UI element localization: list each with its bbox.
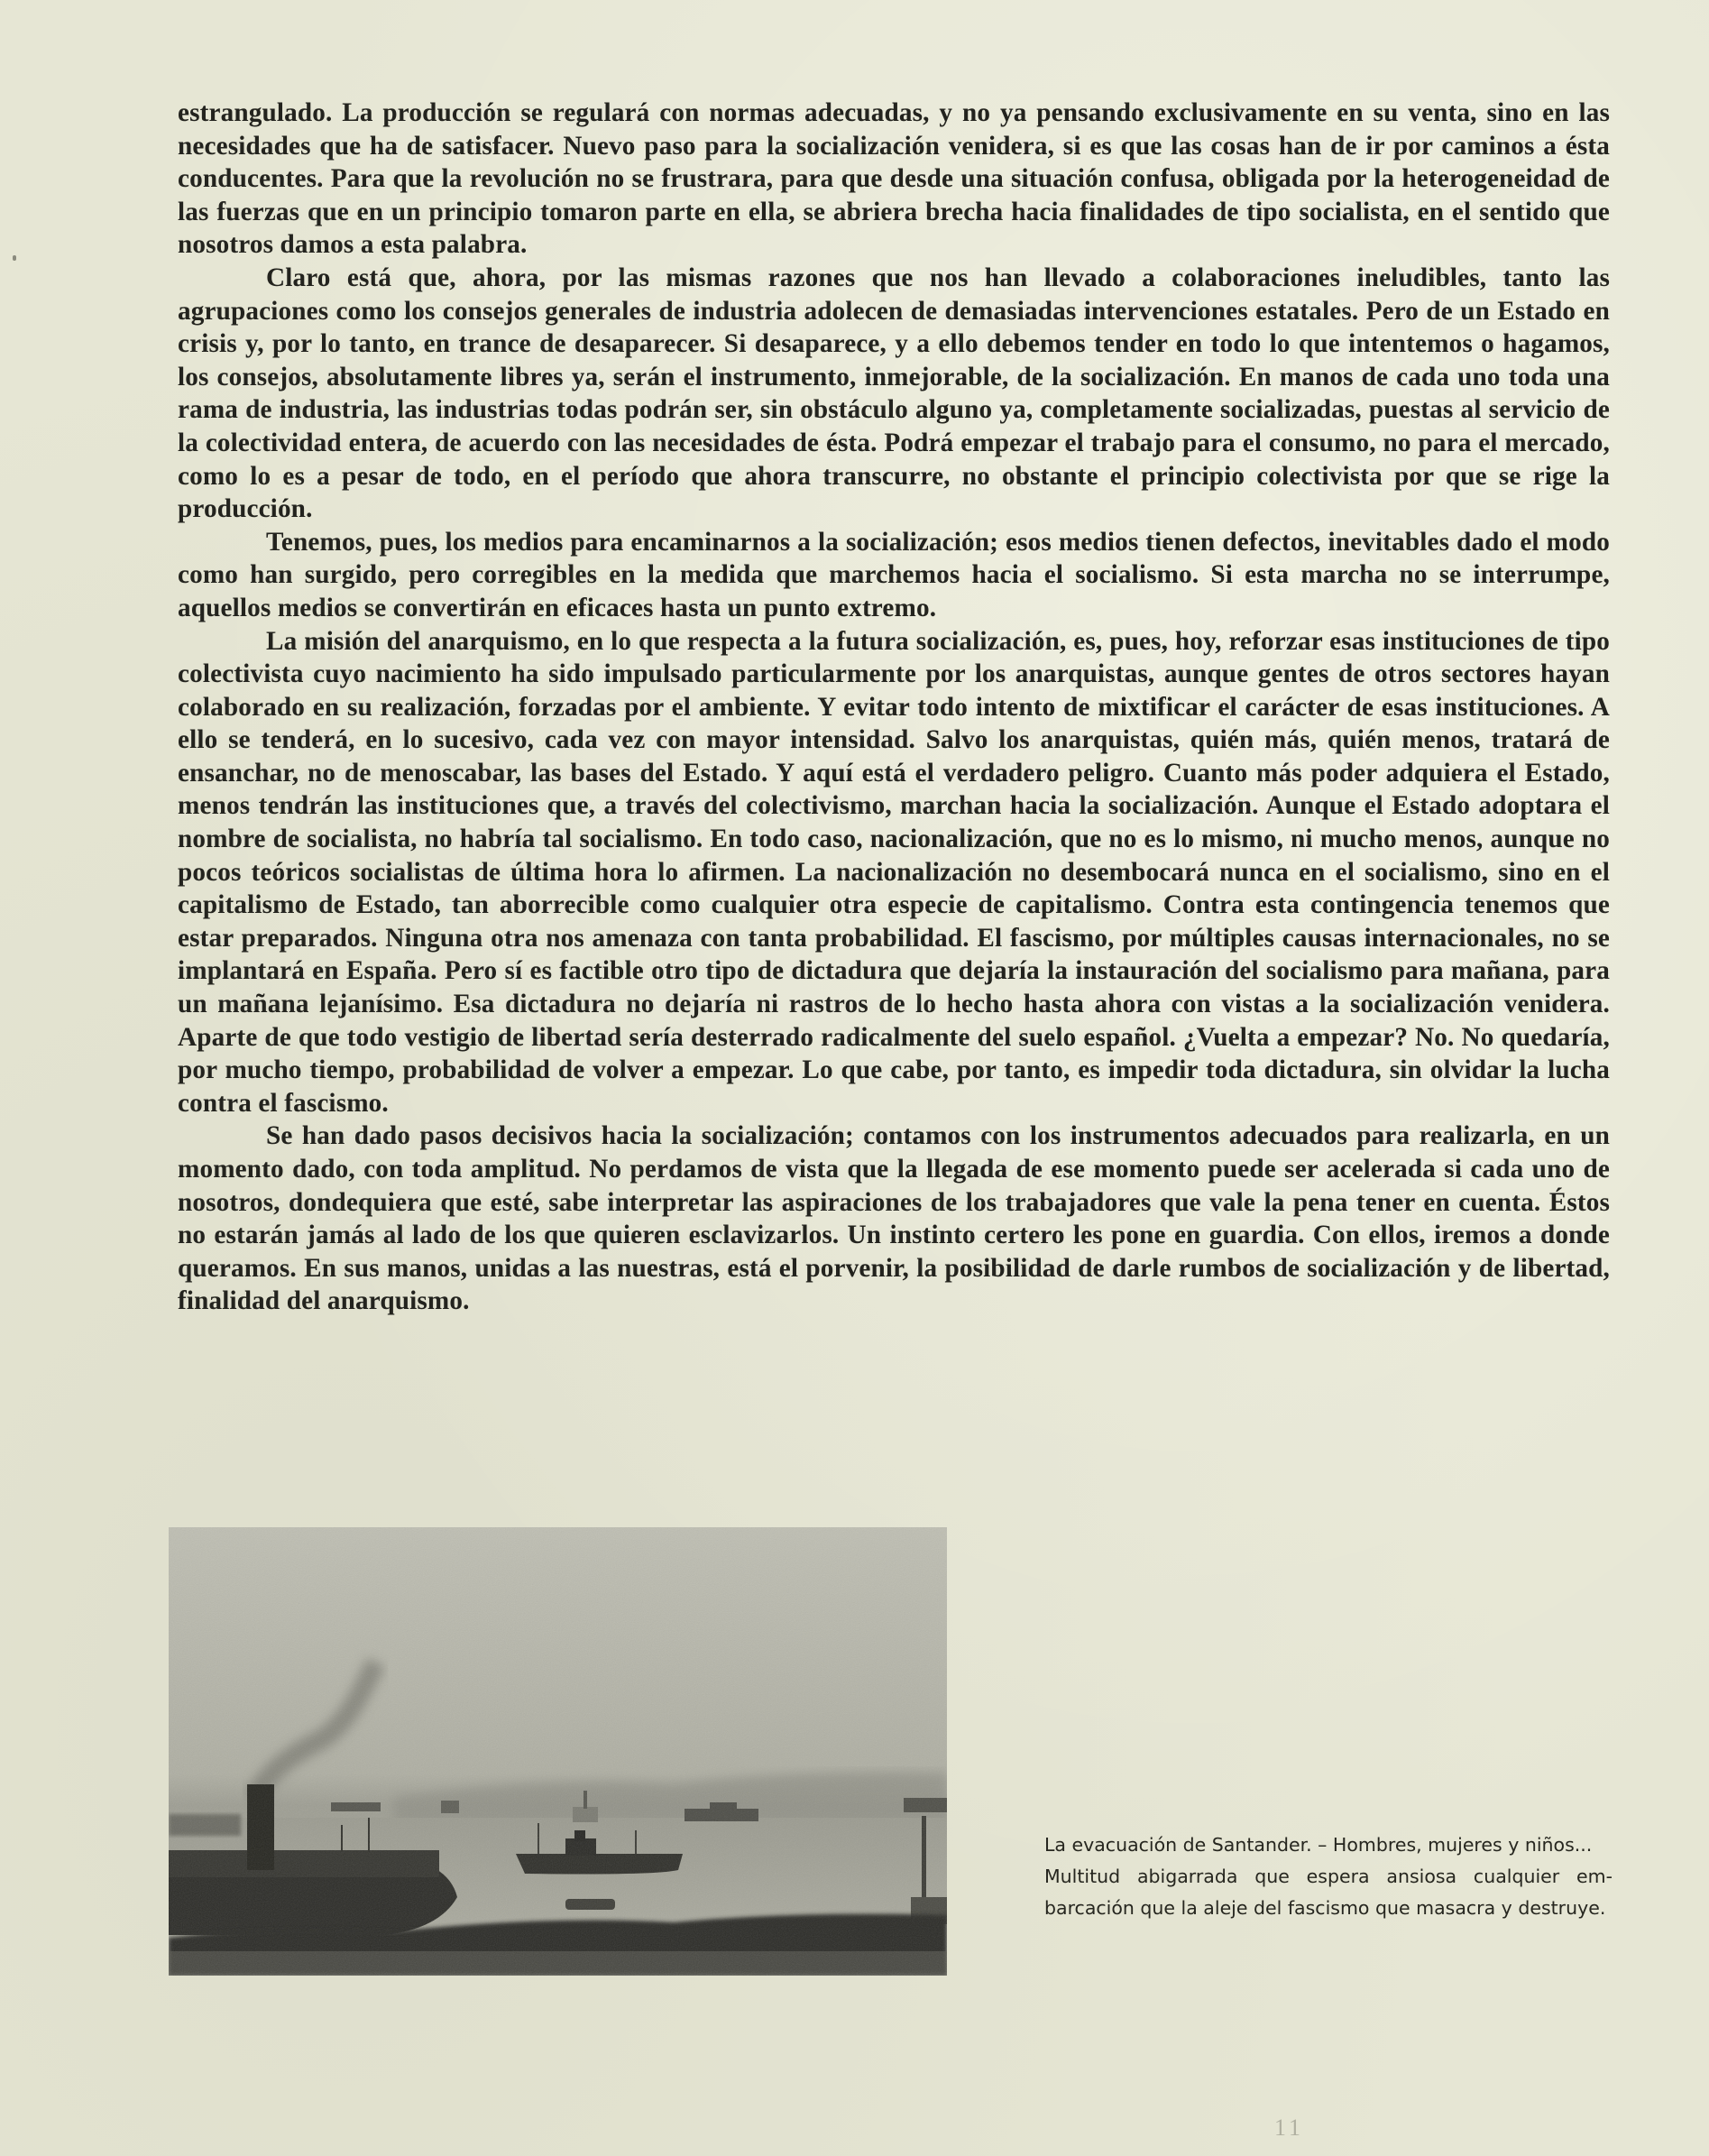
article-body bbox=[178, 97, 1610, 1318]
page-number: 11 bbox=[1274, 2115, 1305, 2141]
caption-description: Multitud abigarrada que espera ansiosa cualquier embarcación que la aleje del fascismo que masacra y destruye. bbox=[1044, 1866, 1613, 1919]
margin-speck bbox=[13, 255, 16, 261]
paragraph-3: Tenemos, pues, los medios para encaminarnos a la socialización; esos medios tienen defectos, inevitables dado el modo como han surgido, pero corregibles en la medida que marchemos hacia el socialismo. Si esta marcha no se interrumpe, aquellos medios se convertirán en eficaces hasta un punto extremo. bbox=[178, 527, 1610, 622]
paragraph-4: La misión del anarquismo, en lo que respecta a la futura socialización, es, pues, hoy, reforzar esas instituciones de tipo colectivista cuyo nacimiento ha sido impulsado particularmente por los anarquistas, aunque gentes de otros sectores hayan colaborado en su realización, forzadas por el ambiente. Y evitar todo intento de mixtificar el carácter de esas instituciones. A ello se tenderá, en lo sucesivo, cada vez con mayor intensidad. Salvo los anarquistas, quién más, quién menos, tratará de ensanchar, no de menoscabar, las bases del Estado. Y aquí está el verdadero peligro. Cuanto más poder adquiera el Estado, menos tendrán las instituciones que, a través del colectivismo, marchan hacia la socialización. Aunque el Estado adoptara el nombre de socialista, no habría tal socialismo. En todo caso, nacionalización, que no es lo mismo, ni mucho menos, aunque no pocos teóricos socialistas de última hora lo afirmen. La nacionalización no desembocará nunca en el socialismo, sino en el capitalismo de Estado, tan aborrecible como cualquier otra especie de capitalismo. Contra esta contingencia tenemos que estar preparados. Ninguna otra nos amenaza con tanta probabilidad. El fascismo, por múltiples causas internacionales, no se implantará en España. Pero sí es factible otro tipo de dictadura que dejaría la instauración del socialismo para mañana, para un mañana lejanísimo. Esa dictadura no dejaría ni rastros de lo hecho hasta ahora con vistas a la socialización venidera. Aparte de que todo vestigio de libertad sería desterrado radicalmente del suelo español. ¿Vuelta a empezar? No. No quedaría, por mucho tiempo, probabilidad de volver a empezar. Lo que cabe, por tanto, es impedir toda dictadura, sin olvidar la lucha contra el fascismo. bbox=[178, 626, 1610, 1118]
paragraph-2: Claro está que, ahora, por las mismas razones que nos han llevado a colaboraciones ineludibles, tanto las agrupaciones como los consejos generales de industria adolecen de demasiadas intervenciones estatales. Pero de un Estado en crisis y, por lo tanto, en trance de desaparecer. Si desaparece, y a ello debemos tender en todo lo que intentemos o hagamos, los consejos, absolutamente libres ya, serán el instrumento, inmejorable, de la socialización. En manos de cada uno toda una rama de industria, las industrias todas podrán ser, sin obstáculo alguno ya, completamente socializadas, puestas al servicio de la colectividad entera, de acuerdo con las necesidades de ésta. Podrá empezar el trabajo para el consumo, no para el mercado, como lo es a pesar de todo, en el período que ahora transcurre, no obstante el principio colectivista por que se rige la producción. bbox=[178, 263, 1610, 524]
photo-grain bbox=[169, 1527, 947, 1976]
paragraph-5: Se han dado pasos decisivos hacia la socialización; contamos con los instrumentos adecuados para realizarla, en un momento dado, con toda amplitud. No perdamos de vista que la llegada de ese momento puede ser acelerada si cada uno de nosotros, dondequiera que esté, sabe interpretar las aspiraciones de los trabajadores que vale la pena tener en cuenta. Éstos no estarán jamás al lado de los que quieren esclavizarlos. Un instinto certero les pone en guardia. Con ellos, iremos a donde queramos. En sus manos, unidas a las nuestras, está el porvenir, la posibilidad de darle rumbos de socialización y de libertad, finalidad del anarquismo. bbox=[178, 1121, 1610, 1316]
paragraph-1: estrangulado. La producción se regulará con normas adecuadas, y no ya pensando exclusivamente en su venta, sino en las necesidades que ha de satisfacer. Nuevo paso para la socialización venidera, si es que las cosas han de ir por caminos a ésta conducentes. Para que la revolución no se frustrara, para que desde una situación confusa, obligada por la heterogeneidad de las fuerzas que en un principio tomaron parte en ella, se abriera brecha hacia finalidades de tipo socialista, en el sentido que nosotros damos a esta palabra. bbox=[178, 98, 1610, 260]
caption-title: La evacuación de Santander. – Hombres, mujeres y niños... bbox=[1044, 1834, 1593, 1856]
evacuation-photograph bbox=[169, 1527, 947, 1976]
photo-caption bbox=[1044, 1829, 1613, 1924]
